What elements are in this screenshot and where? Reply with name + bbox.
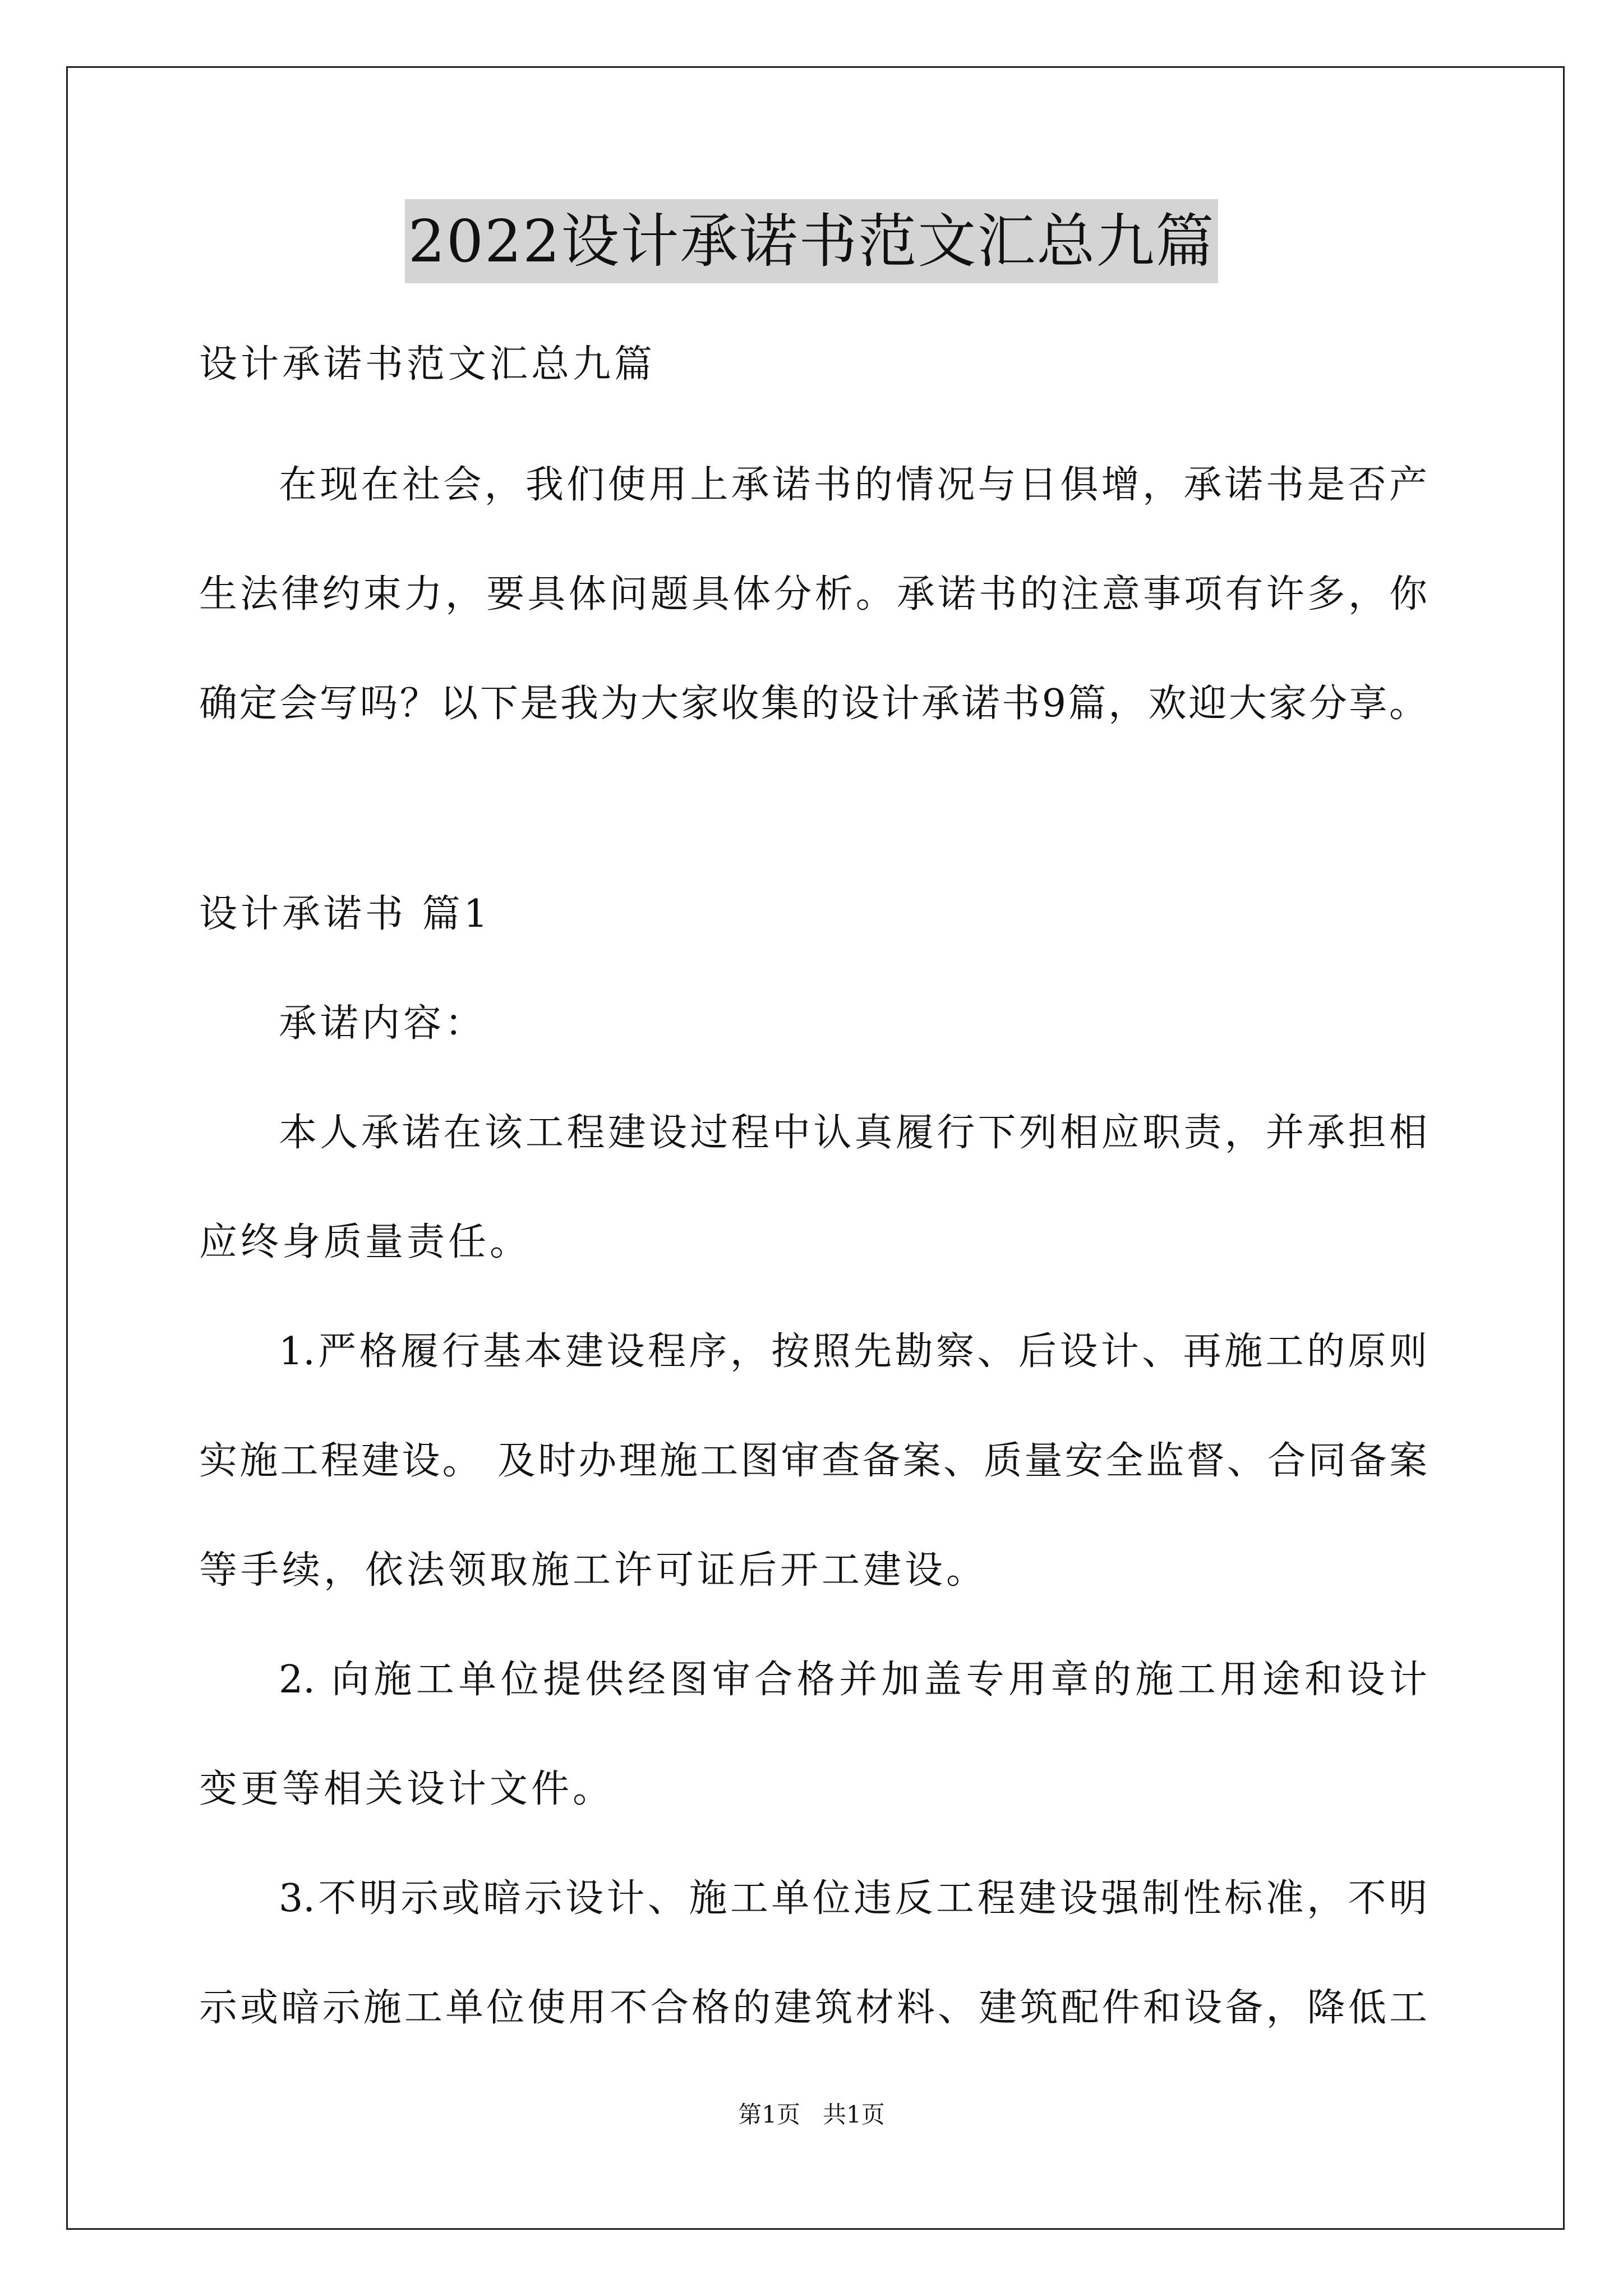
- paragraph-line: 3.不明示或暗示设计、施工单位违反工程建设强制性标准，不明: [279, 1876, 1427, 1921]
- paragraph-line: 变更等相关设计文件。: [199, 1767, 615, 1811]
- paragraph-line: 生法律约束力，要具体问题具体分析。承诺书的注意事项有许多，你: [199, 572, 1427, 616]
- paragraph-line: 确定会写吗？以下是我为大家收集的设计承诺书9篇，欢迎大家分享。: [199, 682, 1427, 726]
- paragraph-line: 本人承诺在该工程建设过程中认真履行下列相应职责，并承担相: [279, 1111, 1427, 1155]
- paragraph-line: 承诺内容：: [279, 1001, 487, 1046]
- paragraph-line: 1.严格履行基本建设程序，按照先勘察、后设计、再施工的原则: [279, 1329, 1427, 1374]
- paragraph-line: 在现在社会，我们使用上承诺书的情况与日俱增，承诺书是否产: [279, 463, 1427, 507]
- document-title: 2022设计承诺书范文汇总九篇: [405, 199, 1219, 283]
- title-container: [0, 199, 1623, 283]
- subtitle-line: 设计承诺书范文汇总九篇: [199, 342, 656, 386]
- page-footer: 第1页 共1页: [738, 2101, 885, 2128]
- paragraph-line: 应终身质量责任。: [199, 1220, 532, 1264]
- paragraph-line: 2. 向施工单位提供经图审合格并加盖专用章的施工用途和设计: [279, 1658, 1427, 1702]
- paragraph-line: 实施工程建设。 及时办理施工图审查备案、质量安全监督、合同备案: [199, 1439, 1427, 1483]
- paragraph-line: 示或暗示施工单位使用不合格的建筑材料、建筑配件和设备，降低工: [199, 1986, 1427, 2030]
- section-heading: 设计承诺书 篇1: [199, 892, 491, 936]
- paragraph-line: 等手续，依法领取施工许可证后开工建设。: [199, 1548, 988, 1593]
